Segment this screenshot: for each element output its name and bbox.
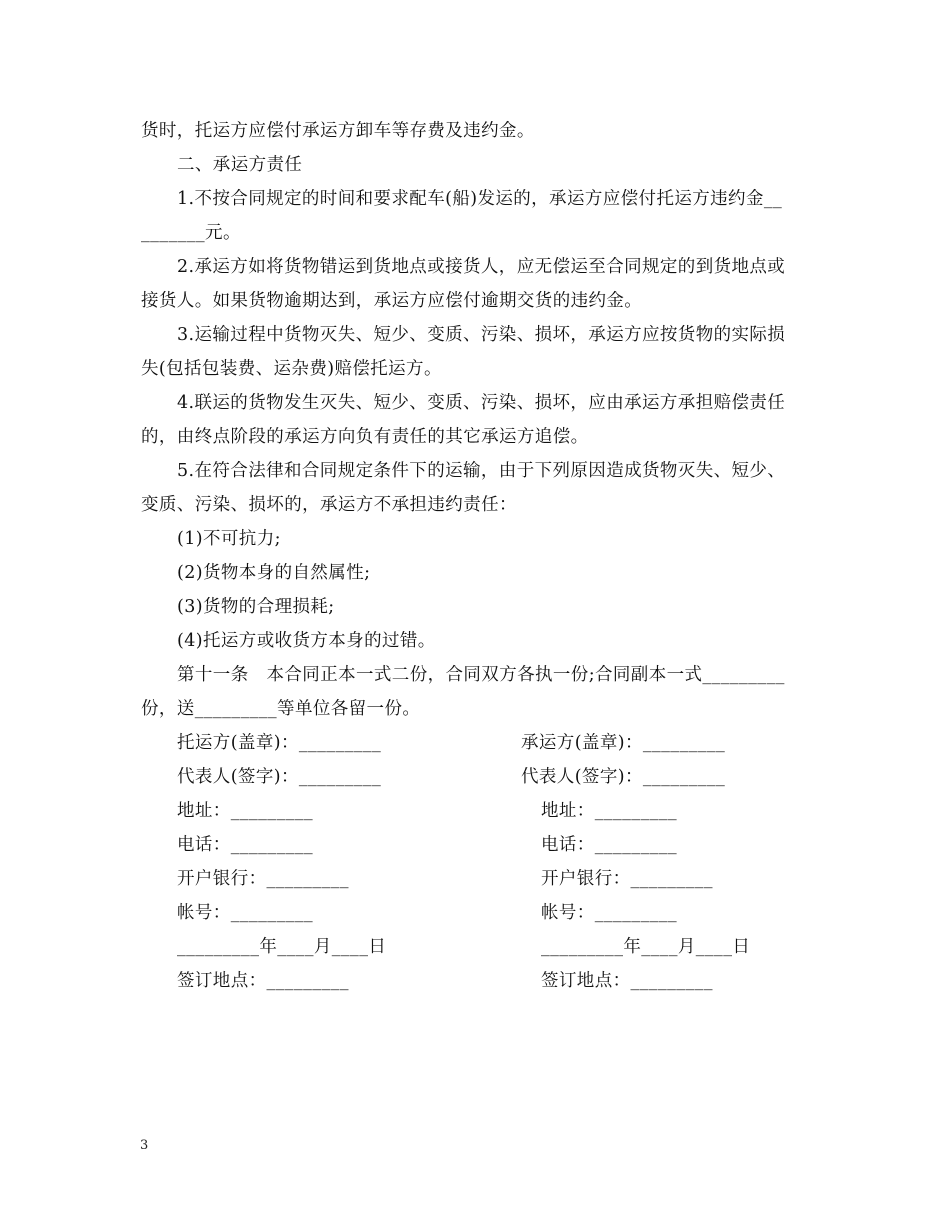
paragraph-line: 变质、污染、损坏的，承运方不承担违约责任： xyxy=(141,495,517,515)
carrier-bank-field: 开户银行：_________ xyxy=(541,869,713,889)
paragraph-line: 5.在符合法律和合同规定条件下的运输，由于下列原因造成货物灭失、短少、 xyxy=(177,461,786,481)
shipper-bank-field: 开户银行：_________ xyxy=(177,869,349,889)
carrier-signing-place-field: 签订地点：_________ xyxy=(541,971,713,991)
article-line: 第十一条 本合同正本一式二份，合同双方各执一份;合同副本一式_________ xyxy=(177,665,785,685)
paragraph-line: 失(包括包装费、运杂费)赔偿托运方。 xyxy=(141,359,442,379)
paragraph-line: 3.运输过程中货物灭失、短少、变质、污染、损坏，承运方应按货物的实际损 xyxy=(177,325,786,345)
shipper-signing-place-field: 签订地点：_________ xyxy=(177,971,349,991)
paragraph-line: 2.承运方如将货物错运到货地点或接货人，应无偿运至合同规定的到货地点或 xyxy=(177,257,786,277)
list-item: (2)货物本身的自然属性; xyxy=(177,563,371,583)
shipper-account-field: 帐号：_________ xyxy=(177,903,314,923)
paragraph-line: 1.不按合同规定的时间和要求配车(船)发运的，承运方应偿付托运方违约金__ xyxy=(177,189,783,209)
carrier-phone-field: 电话：_________ xyxy=(541,835,678,855)
paragraph-line: 的，由终点阶段的承运方向负有责任的其它承运方追偿。 xyxy=(141,427,589,447)
shipper-date-field: _________年____月____日 xyxy=(177,937,387,957)
paragraph-line: _______元。 xyxy=(141,223,241,243)
list-item: (3)货物的合理损耗; xyxy=(177,597,335,617)
page-number: 3 xyxy=(140,1138,149,1153)
shipper-phone-field: 电话：_________ xyxy=(177,835,314,855)
section-heading: 二、承运方责任 xyxy=(177,155,303,175)
shipper-representative-field: 代表人(签字)：_________ xyxy=(177,767,382,787)
list-item: (1)不可抗力; xyxy=(177,529,281,549)
paragraph-line: 货时，托运方应偿付承运方卸车等存费及违约金。 xyxy=(141,121,535,141)
article-line: 份，送_________等单位各留一份。 xyxy=(141,699,421,719)
shipper-seal-field: 托运方(盖章)：_________ xyxy=(177,733,382,753)
paragraph-line: 接货人。如果货物逾期达到，承运方应偿付逾期交货的违约金。 xyxy=(141,291,643,311)
carrier-representative-field: 代表人(签字)：_________ xyxy=(521,767,726,787)
shipper-address-field: 地址：_________ xyxy=(177,801,314,821)
paragraph-line: 4.联运的货物发生灭失、短少、变质、污染、损坏，应由承运方承担赔偿责任 xyxy=(177,393,786,413)
list-item: (4)托运方或收货方本身的过错。 xyxy=(177,631,436,651)
carrier-seal-field: 承运方(盖章)：_________ xyxy=(521,733,726,753)
carrier-account-field: 帐号：_________ xyxy=(541,903,678,923)
carrier-date-field: _________年____月____日 xyxy=(541,937,751,957)
carrier-address-field: 地址：_________ xyxy=(541,801,678,821)
